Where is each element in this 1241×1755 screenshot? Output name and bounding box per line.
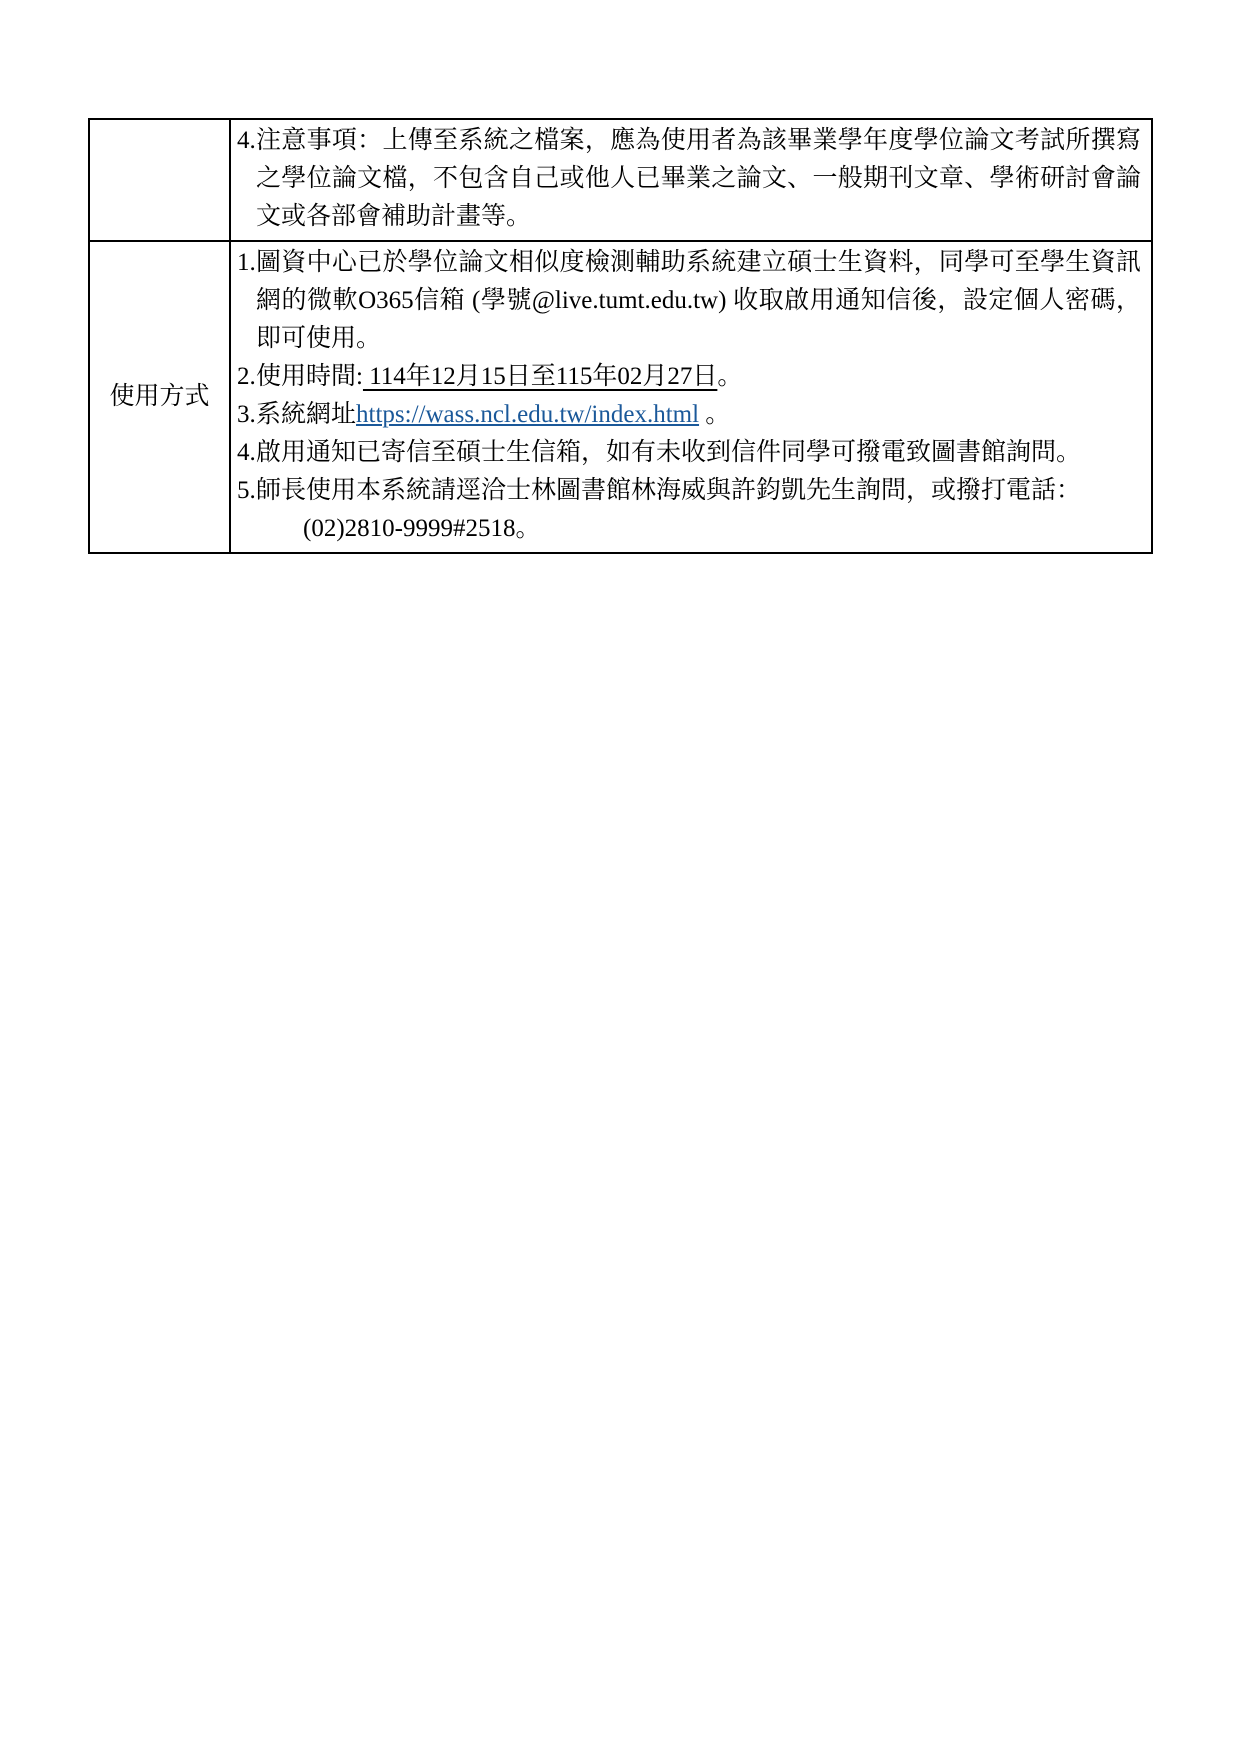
item-3-prefix: 系統網址	[256, 401, 357, 428]
system-url-link[interactable]: https://wass.ncl.edu.tw/index.html	[356, 401, 700, 428]
usage-method-cell	[230, 241, 1152, 553]
table-row-notes-continuation	[89, 119, 1152, 241]
item-1-text: 圖資中心已於學位論文相似度檢測輔助系統建立碩士生資料，同學可至學生資訊網的微軟O365信箱 (學號@live.tumt.edu.tw) 收取啟用通知信後，設定個人密碼，即可使用。	[256, 249, 1141, 352]
list-number: 4.	[237, 127, 256, 154]
table-row-usage	[89, 241, 1152, 553]
item-4-text: 啟用通知已寄信至碩士生信箱，如有未收到信件同學可撥電致圖書館詢問。	[256, 439, 1082, 466]
list-number: 4.	[237, 439, 256, 466]
list-item-note-4	[237, 122, 1141, 236]
item-2-suffix: 。	[717, 363, 743, 390]
usage-period-underlined: 114年12月15日至115年02月27日	[362, 363, 718, 390]
list-number: 1.	[237, 249, 256, 276]
list-number: 2.	[237, 363, 256, 390]
list-number: 3.	[237, 401, 256, 428]
list-item-3	[237, 396, 1141, 434]
item-2-prefix: 使用時間:	[256, 363, 363, 390]
list-item-4	[237, 434, 1141, 472]
phone-number-line: (02)2810-9999#2518。	[303, 515, 541, 542]
notes-continuation-cell	[230, 119, 1152, 241]
row-header-usage-method: 使用方式	[89, 241, 230, 553]
item-3-suffix: 。	[699, 401, 731, 428]
row-header-cell-empty	[89, 119, 230, 241]
list-number: 5.	[237, 477, 256, 504]
list-item-1	[237, 244, 1141, 358]
usage-instructions-table	[88, 118, 1153, 554]
note-4-text: 注意事項：上傳至系統之檔案，應為使用者為該畢業學年度學位論文考試所撰寫之學位論文檔，不包含自己或他人已畢業之論文、一般期刊文章、學術研討會論文或各部會補助計畫等。	[256, 127, 1141, 230]
list-item-2	[237, 358, 1141, 396]
list-item-5	[237, 472, 1141, 548]
item-5-text: 師長使用本系統請逕洽士林圖書館林海威與許鈞凱先生詢問，或撥打電話：	[256, 477, 1082, 504]
